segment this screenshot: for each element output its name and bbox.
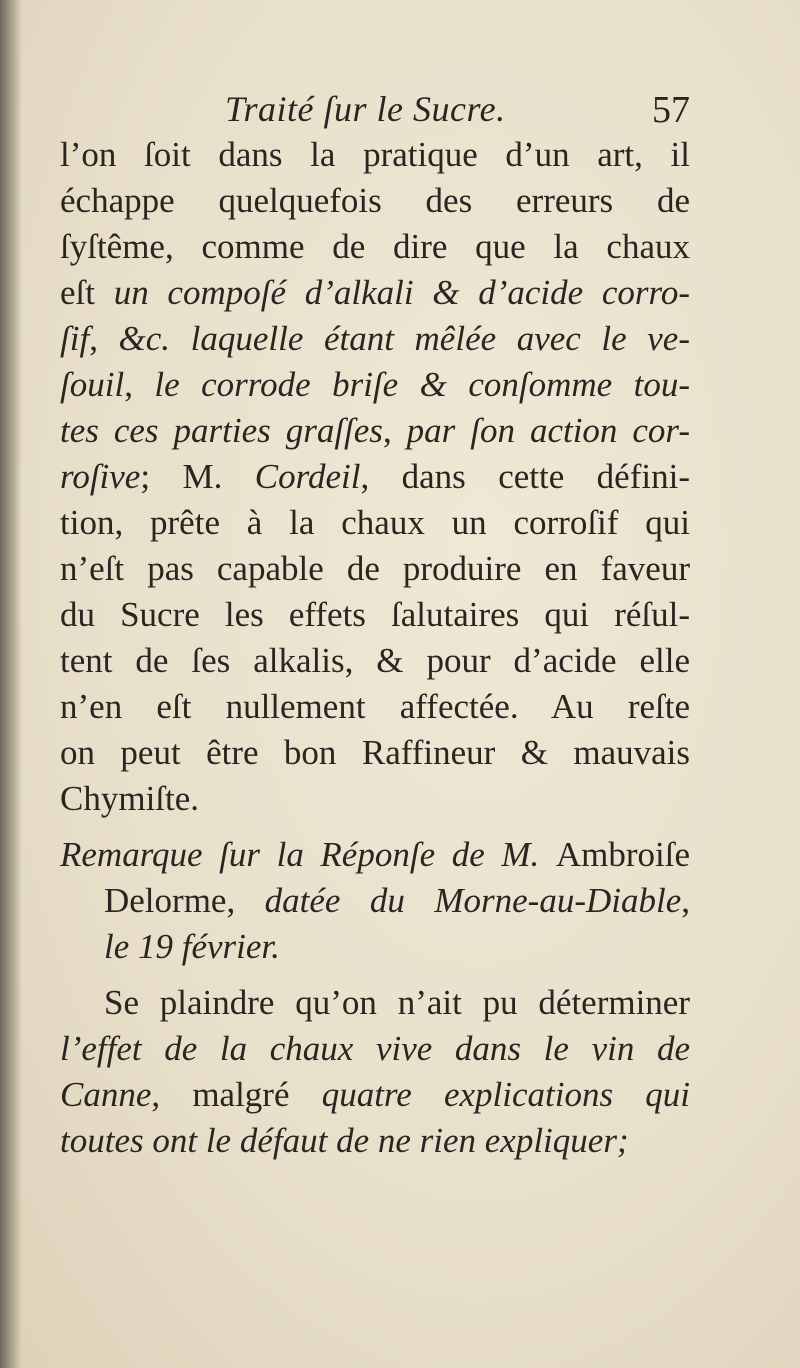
italic-segment: toutes ont le défaut de ne rien expliquer; [60, 1121, 629, 1160]
text-line [60, 132, 690, 178]
roman-segment: tent de ſes alkalis, & pour d’acide elle [60, 641, 690, 680]
paragraph-gap [60, 822, 690, 832]
italic-segment: datée du Morne-au-Diable [264, 881, 682, 920]
roman-segment: Se plaindre qu’on n’ait pu déterminer [104, 983, 690, 1022]
text-line [60, 924, 690, 970]
text-line [60, 362, 690, 408]
text-line [60, 776, 690, 822]
roman-segment: , [89, 319, 119, 358]
italic-segment: ſif [60, 319, 90, 358]
roman-segment: l’on ſoit dans la pratique d’un art, il [60, 135, 690, 174]
roman-segment: n’en eſt nullement affectée. Au reſte [60, 687, 690, 726]
text-line [60, 500, 690, 546]
roman-segment: tion, prête à la chaux un corroſif qui [60, 503, 690, 542]
italic-segment: ſouil [60, 365, 125, 404]
text-line [60, 592, 690, 638]
italic-segment: le 19 février. [104, 927, 280, 966]
roman-segment: on peut être bon Raffineur & mauvais [60, 733, 690, 772]
binding-edge [0, 0, 22, 1368]
italic-segment: le corrode briſe & conſomme tou- [154, 365, 690, 404]
roman-segment: , [681, 881, 690, 920]
text-line [60, 1118, 690, 1164]
italic-segment: Cordeil [254, 457, 361, 496]
roman-segment: n’eſt pas capable de produire en faveur [60, 549, 690, 588]
remark-heading [60, 832, 690, 970]
roman-segment: , malgré [151, 1075, 322, 1114]
italic-segment: quatre explications qui [321, 1075, 690, 1114]
roman-segment: , [124, 365, 155, 404]
page-header [60, 88, 690, 136]
paragraph-gap [60, 970, 690, 980]
text-line [60, 408, 690, 454]
italic-segment: Remarque ſur la Réponſe de M. [60, 835, 556, 874]
text-line [60, 730, 690, 776]
text-line [60, 546, 690, 592]
text-line [60, 224, 690, 270]
roman-segment: Delorme, [104, 881, 265, 920]
text-line [60, 270, 690, 316]
text-line [60, 980, 690, 1026]
text-line [60, 832, 690, 878]
italic-segment: par ſon action cor- [406, 411, 690, 450]
page-number: 57 [652, 89, 690, 131]
text-line [60, 878, 690, 924]
italic-segment: Canne [60, 1075, 152, 1114]
running-title: Traité ſur le Sucre. [225, 89, 506, 129]
paragraph-continuation [60, 132, 690, 822]
italic-segment: roſive [60, 457, 141, 496]
roman-segment: du Sucre les effets ſalutaires qui réſul- [60, 595, 690, 634]
italic-segment: tes ces parties graſſes [60, 411, 383, 450]
text-line [60, 638, 690, 684]
text-line [60, 684, 690, 730]
italic-segment: &c. laquelle étant mêlée avec le ve- [118, 319, 690, 358]
roman-segment: Chymiſte. [60, 779, 200, 818]
italic-segment: un compoſé d’alkali & d’acide corro- [113, 273, 690, 312]
body-text [60, 132, 690, 1164]
text-line [60, 316, 690, 362]
roman-segment: Ambroiſe [555, 835, 690, 874]
roman-segment: ; M. [140, 457, 255, 496]
italic-segment: l’effet de la chaux vive dans le vin de [60, 1029, 690, 1068]
text-line [60, 178, 690, 224]
text-line [60, 454, 690, 500]
roman-segment: , dans cette défini- [360, 457, 690, 496]
text-line [60, 1026, 690, 1072]
roman-segment: , [382, 411, 407, 450]
roman-segment: échappe quelquefois des erreurs de [60, 181, 690, 220]
text-line [60, 1072, 690, 1118]
paragraph-remark [60, 980, 690, 1164]
roman-segment: ſyſtême, comme de dire que la chaux [60, 227, 690, 266]
roman-segment: eſt [60, 273, 114, 312]
